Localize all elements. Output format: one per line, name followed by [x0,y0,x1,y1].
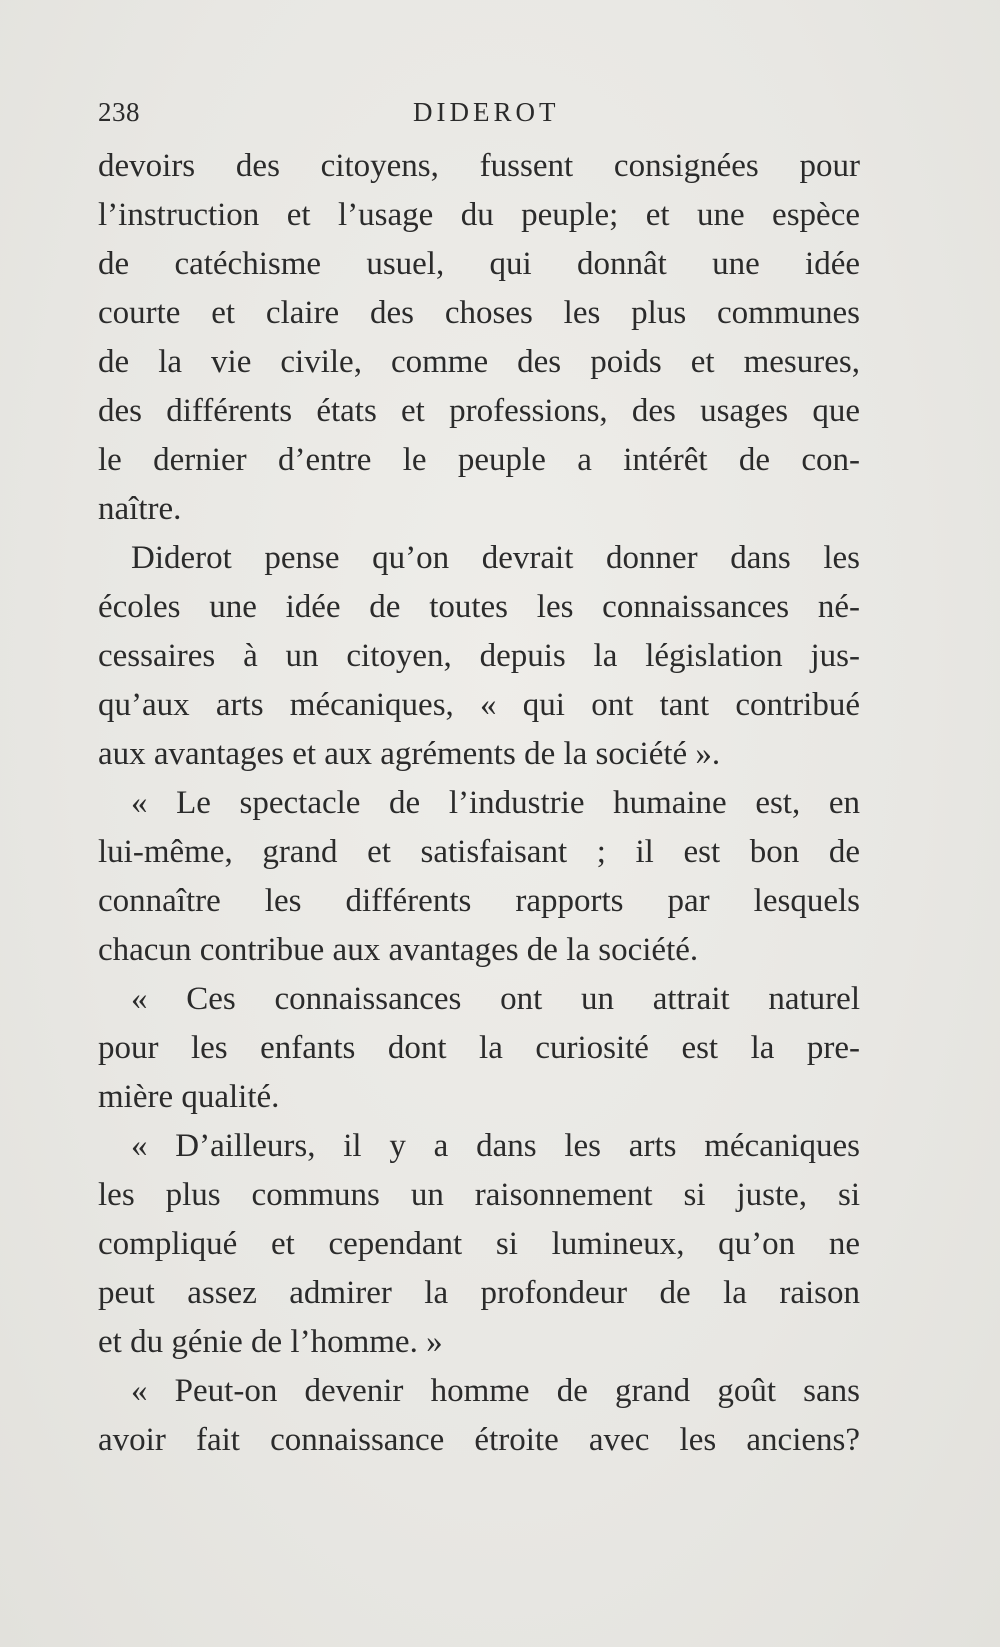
text-line: l’instruction et l’usage du peuple; et une espèce [98,197,860,233]
text-line: chacun contribue aux avantages de la société. [98,932,699,968]
text-line: peut assez admirer la profondeur de la raison [98,1275,860,1311]
page-number: 238 [98,97,140,127]
text-line: lui-même, grand et satisfaisant ; il est bon de [98,834,860,870]
text-line: de la vie civile, comme des poids et mesures, [98,344,860,380]
text-line: avoir fait connaissance étroite avec les anciens? [98,1422,860,1458]
text-line: connaître les différents rapports par lesquels [98,883,860,919]
text-line: de catéchisme usuel, qui donnât une idée [98,246,860,282]
running-head: DIDEROT [413,97,560,127]
text-line: « D’ailleurs, il y a dans les arts mécaniques [131,1128,860,1164]
text-line: courte et claire des choses les plus communes [98,295,860,331]
body-text [98,142,860,1465]
text-line: « Le spectacle de l’industrie humaine est, en [131,785,860,821]
text-line: mière qualité. [98,1079,280,1115]
text-line: « Ces connaissances ont un attrait naturel [131,981,860,1017]
text-line: compliqué et cependant si lumineux, qu’on ne [98,1226,860,1262]
text-line: aux avantages et aux agréments de la société ». [98,736,721,772]
text-line: des différents états et professions, des usages que [98,393,860,429]
text-line: les plus communs un raisonnement si juste, si [98,1177,860,1213]
text-line: naître. [98,491,182,527]
page-header [98,92,858,132]
text-line: le dernier d’entre le peuple a intérêt de con- [98,442,860,478]
text-line: cessaires à un citoyen, depuis la législation jus- [98,638,860,674]
text-line: Diderot pense qu’on devrait donner dans les [131,540,860,576]
text-line: écoles une idée de toutes les connaissances né- [98,589,860,625]
text-line: devoirs des citoyens, fussent consignées pour [98,148,860,184]
text-line: qu’aux arts mécaniques, « qui ont tant contribué [98,687,860,723]
text-line: « Peut-on devenir homme de grand goût sans [131,1373,860,1409]
text-line: et du génie de l’homme. » [98,1324,443,1360]
text-line: pour les enfants dont la curiosité est la pre- [98,1030,860,1066]
